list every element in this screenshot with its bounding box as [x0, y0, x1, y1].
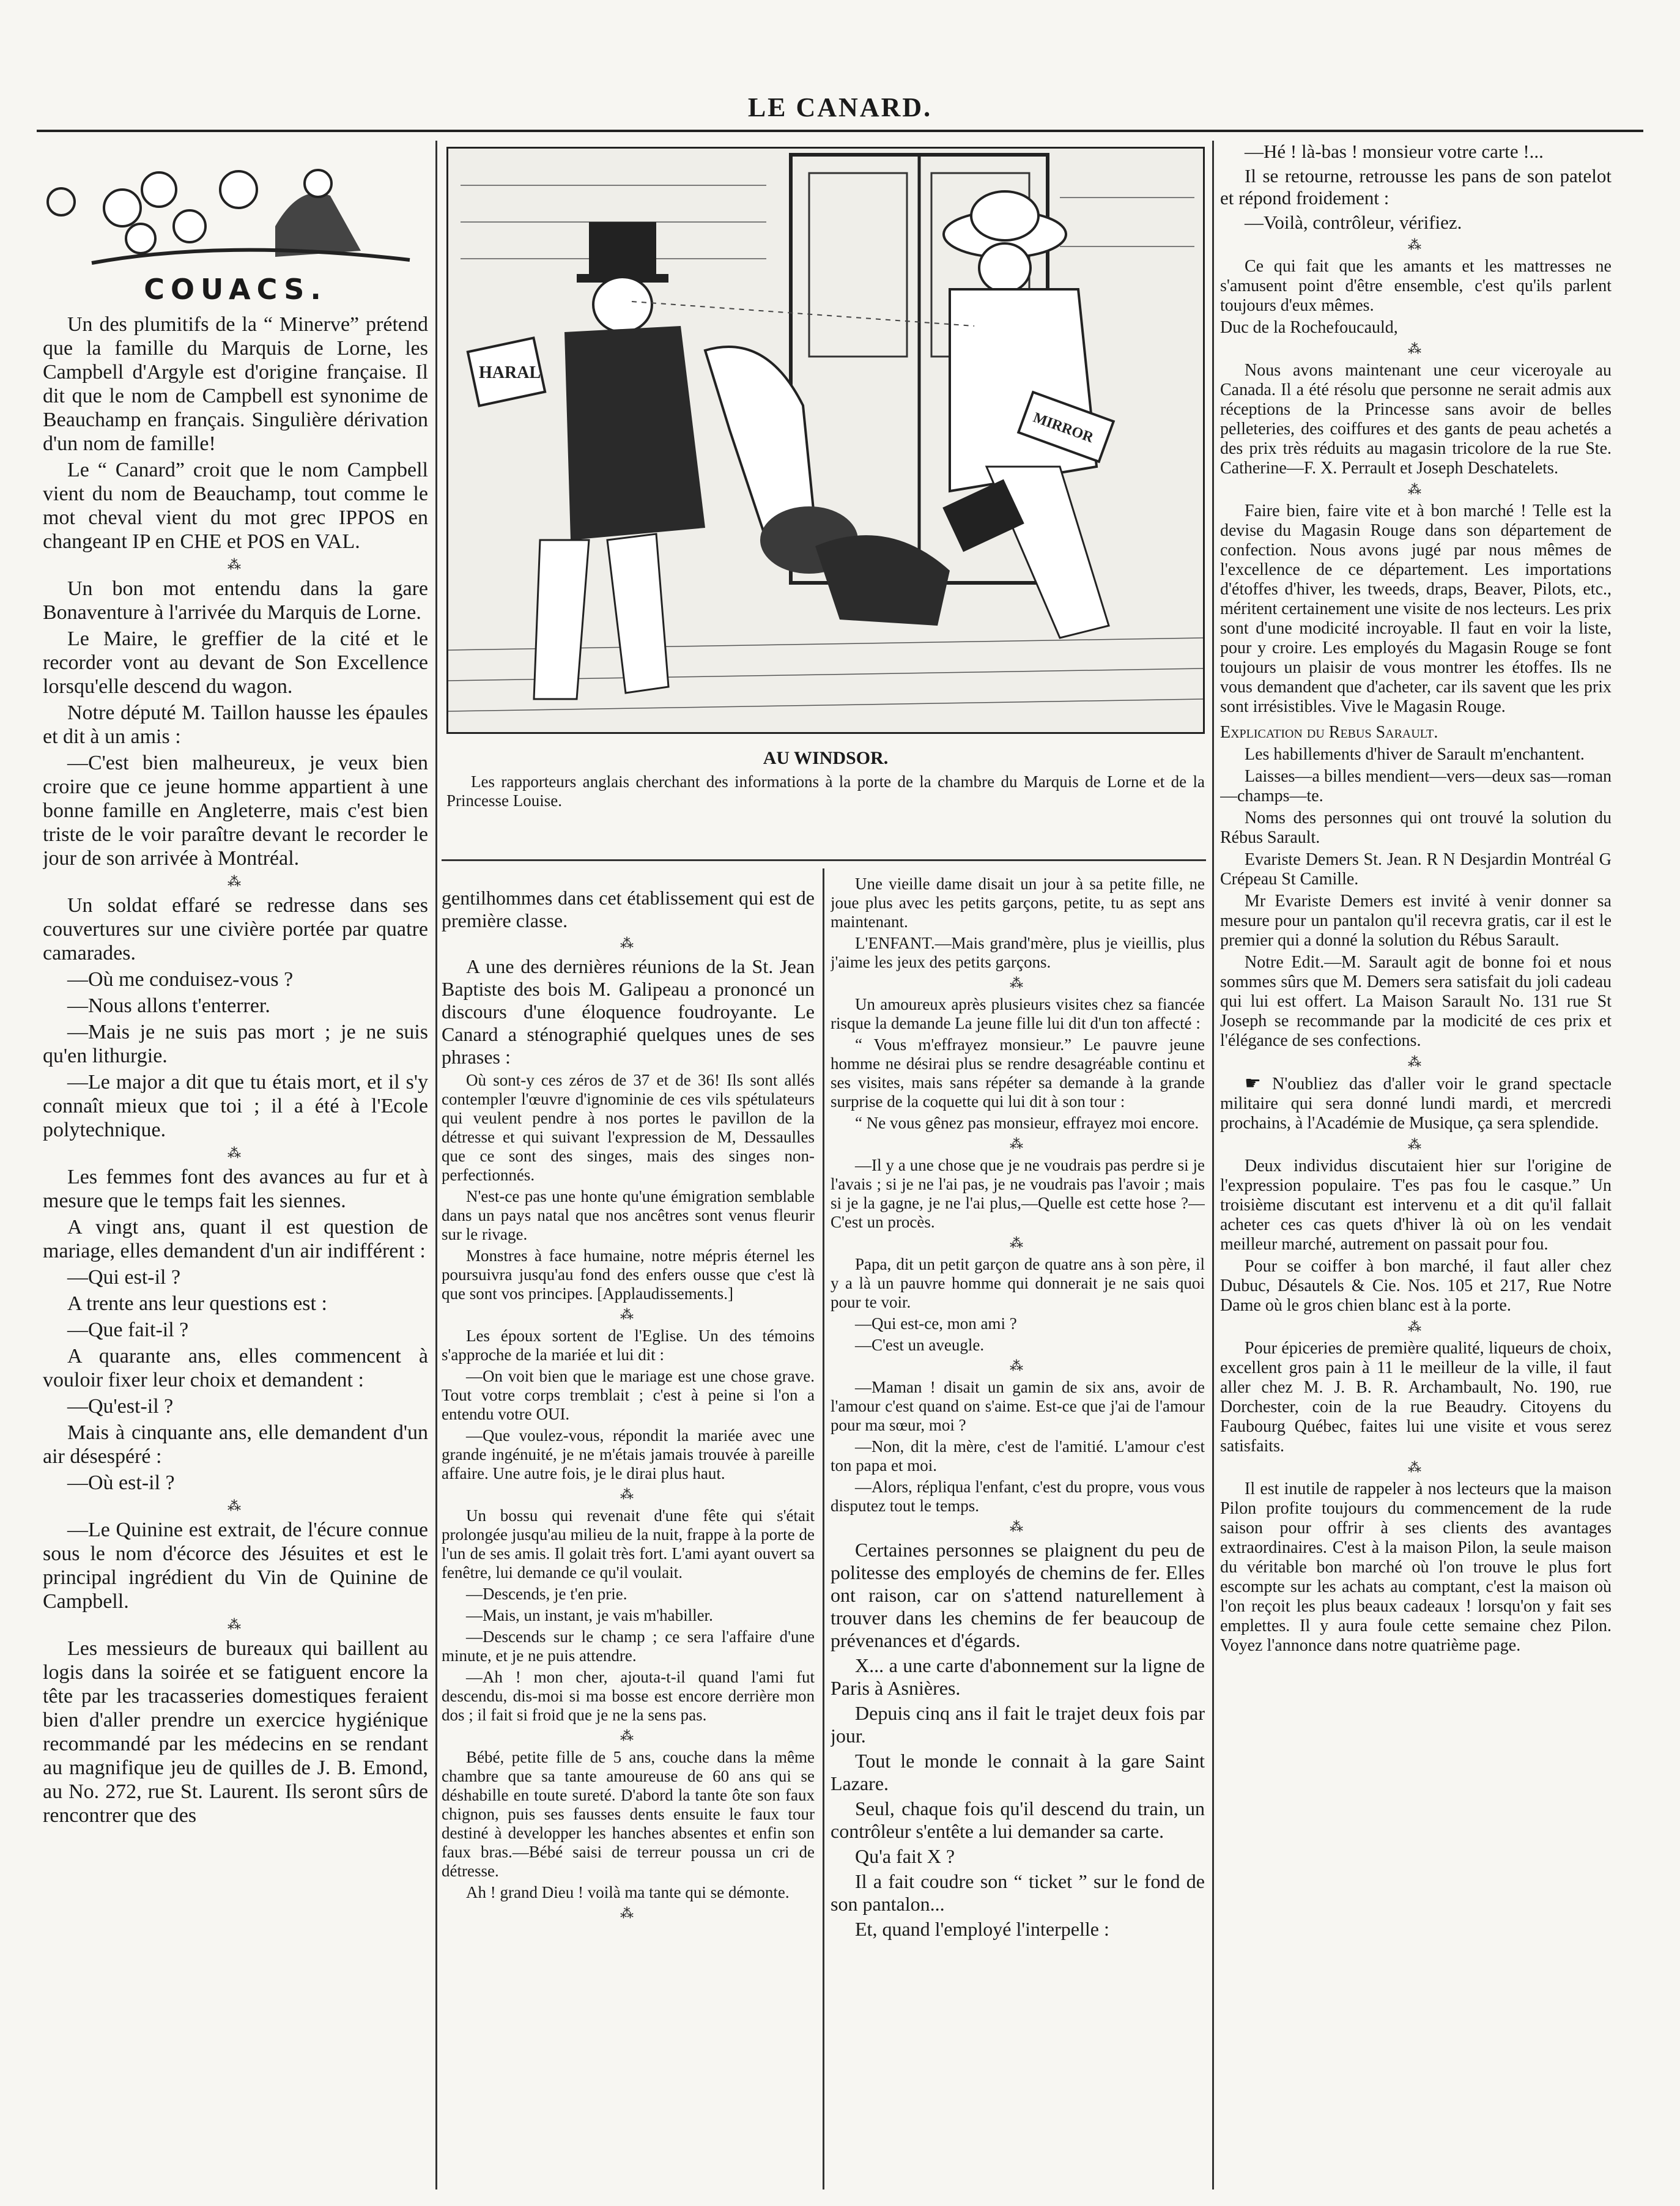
- article-paragraph: —Ah ! mon cher, ajouta-t-il quand l'ami fut descendu, dis-moi si ma bosse est encore derrière mon dos ; il fait si froid que je ne la sens pas.: [442, 1668, 815, 1724]
- article-paragraph: —Maman ! disait un gamin de six ans, avoir de l'amour c'est quand on s'aime. Est-ce que j'ai de l'amour pour ma sœur, moi ?: [831, 1378, 1205, 1434]
- article-paragraph: —Alors, répliqua l'enfant, c'est du propre, vous vous disputez tout le temps.: [831, 1478, 1205, 1515]
- column-3: [831, 875, 1205, 2189]
- article-paragraph: —Descends, je t'en prie.: [466, 1585, 627, 1603]
- article-paragraph: Notre député M. Taillon hausse les épaules et dit à un amis :: [43, 701, 428, 748]
- article-paragraph: Les époux sortent de l'Eglise. Un des témoins s'approche de la mariée et lui dit :: [442, 1327, 815, 1364]
- article-paragraph: Pour se coiffer à bon marché, il faut aller chez Dubuc, Désautels & Cie. Nos. 105 et 217, Rue Notre Dame où le gros chien blanc est à la porte.: [1220, 1257, 1612, 1315]
- illustration-caption: [446, 743, 1205, 810]
- article-paragraph: —Mais, un instant, je vais m'habiller.: [466, 1606, 713, 1624]
- section-separator: ⁂: [620, 1487, 636, 1502]
- article-paragraph: Les messieurs de bureaux qui baillent au logis dans la soirée et se fatiguent encore la tête par les tracasseries domestiques feraient bien d'aller prendre un exercice hygiénique recommandé par les médecins en se rendant au magnifique jeu de quilles de J. B. Emond, au No. 272, rue St. Laurent. Ils seront sûrs de rencontrer que des: [43, 1637, 428, 1827]
- article-paragraph: Un soldat effaré se redresse dans ses couvertures sur une civière portée par quatre camarades.: [43, 894, 428, 964]
- article-paragraph: A trente ans leur questions est :: [67, 1292, 327, 1315]
- pointing-hand-icon: ☛: [1245, 1073, 1261, 1094]
- article-paragraph: Pour épiceries de première qualité, liqueurs de choix, excellent gros pain à 11 le meilleur de la ville, il faut aller chez M. J. B. R. Archambault, No. 190, rue Dorchester, coin de la rue Beaudry. Citoyens du Faubourg Québec, faites lui une visite et vous serez satisfaits.: [1220, 1339, 1612, 1456]
- caption-text: Les rapporteurs anglais cherchant des informations à la porte de la chambre du Marquis de Lorne et de la Princesse Louise.: [446, 772, 1205, 810]
- section-separator: ⁂: [228, 1498, 243, 1514]
- article-paragraph: —Mais je ne suis pas mort ; je ne suis qu'en lithurgie.: [43, 1021, 428, 1067]
- newspaper-masthead: LE CANARD.: [747, 92, 933, 122]
- article-paragraph: —Qui est-il ?: [67, 1266, 181, 1289]
- sign-mirror-text: MIRROR: [1031, 409, 1096, 446]
- article-paragraph: Tout le monde le connait à la gare Saint Lazare.: [831, 1750, 1205, 1794]
- article-paragraph: Le Maire, le greffier de la cité et le recorder vont au devant de Son Excellence lorsqu'elle descend du wagon.: [43, 627, 428, 698]
- article-paragraph: Depuis cinq ans il fait le trajet deux fois par jour.: [831, 1702, 1205, 1747]
- section-separator: ⁂: [228, 557, 243, 572]
- article-paragraph: —Non, dit la mère, c'est de l'amitié. L'amour c'est ton papa et moi.: [831, 1437, 1205, 1475]
- masthead-rule: [37, 130, 1643, 132]
- article-paragraph: —Où me conduisez-vous ?: [67, 968, 294, 991]
- section-separator: ⁂: [1408, 1137, 1424, 1152]
- section-separator: ⁂: [228, 874, 243, 889]
- section-separator: ⁂: [1408, 237, 1424, 253]
- article-paragraph: —Le major a dit que tu étais mort, et il s'y connaît mieux que toi ; il a été à l'Ecole polytechnique.: [43, 1071, 428, 1141]
- article-paragraph: Les femmes font des avances au fur et à mesure que le temps fait les siennes.: [43, 1166, 428, 1212]
- couacs-heading: COUACS.: [144, 273, 327, 306]
- column-1: [43, 141, 428, 2189]
- article-paragraph: —Qui est-ce, mon ami ?: [855, 1314, 1017, 1333]
- section-separator: ⁂: [1408, 482, 1424, 497]
- article-paragraph: Qu'a fait X ?: [855, 1845, 955, 1867]
- column-rule-1: [435, 141, 437, 2189]
- article-paragraph: —Hé ! là-bas ! monsieur votre carte !...: [1245, 141, 1544, 162]
- article-paragraph: —On voit bien que le mariage est une chose grave. Tout votre corps tremblait ; c'est à peine si l'on a entendu votre OUI.: [442, 1367, 815, 1423]
- article-paragraph: Seul, chaque fois qu'il descend du train, un contrôleur s'entête a lui demander sa carte.: [831, 1797, 1205, 1842]
- section-separator: ⁂: [228, 1146, 243, 1161]
- vignette-image: [43, 159, 422, 269]
- section-separator: ⁂: [620, 1728, 636, 1744]
- article-paragraph: “ Vous m'effrayez monsieur.” Le pauvre jeune homme ne désirai plus se rendre desagréable continu et ses visites, mais sans répéter sa demande à la grande surprise de la coquette qui lui dit à son tour :: [831, 1035, 1205, 1111]
- article-paragraph: Ah ! grand Dieu ! voilà ma tante qui se démonte.: [466, 1883, 790, 1901]
- section-separator: ⁂: [1408, 1460, 1424, 1475]
- article-paragraph: gentilhommes dans cet établissement qui est de première classe.: [442, 887, 815, 931]
- article-paragraph: Ce qui fait que les amants et les mattresses ne s'amusent point d'être ensemble, c'est qu'ils parlent toujours d'eux mêmes.: [1220, 257, 1612, 315]
- article-text: N'oubliez das d'aller voir le grand spectacle militaire qui sera donné lundi mardi, et mercredi prochains, à l'Académie de Musique, ça sera splendide.: [1220, 1075, 1612, 1133]
- article-paragraph: Un bossu qui revenait d'une fête qui s'était prolongée jusqu'au milieu de la nuit, frappe à la porte de l'un de ses amis. Il golait très fort. L'ami ayant ouvert sa fenêtre, lui demande ce qu'il voulait.: [442, 1506, 815, 1582]
- article-paragraph: —Où est-il ?: [67, 1471, 175, 1494]
- illustration-au-windsor: [446, 147, 1205, 734]
- article-paragraph: Certaines personnes se plaignent du peu de politesse des employés de chemins de fer. Elles ont raison, car on s'attend naturellement à trouver dans les chemins de fer beaucoup de prévenances et d'égards.: [831, 1539, 1205, 1651]
- article-paragraph: Il est inutile de rappeler à nos lecteurs que la maison Pilon profite toujours du commencement de la rude saison pour offrir à ses clients des avantages extraordinaires. C'est à la maison Pilon, la seule maison du véritable bon marché où l'on trouve le plus fort escompte sur les achats au comptant, c'est la maison où l'on reçoit les plus beaux cadeaux ! lorsqu'on y fait ses emplettes. Il y aura foule cette semaine chez Pilon. Voyez l'annonce dans notre quatrième page.: [1220, 1479, 1612, 1655]
- article-paragraph: Nous avons maintenant une ceur viceroyale au Canada. Il a été résolu que personne ne serait admis aux réceptions de la Princesse sans avoir de belles pelleteries, des coiffures et des gants de peau achetés a des prix très réduits au magasin tricolore de la rue Ste. Catherine—F. X. Perrault et Joseph Deschatelets.: [1220, 361, 1612, 478]
- article-paragraph: —Nous allons t'enterrer.: [67, 994, 270, 1017]
- article-paragraph: —Voilà, contrôleur, vérifiez.: [1245, 212, 1462, 233]
- section-separator: ⁂: [620, 1307, 636, 1322]
- article-paragraph: Et, quand l'employé l'interpelle :: [855, 1918, 1109, 1940]
- article-paragraph: —C'est bien malheureux, je veux bien croire que ce jeune homme appartient à une bonne famille en Angleterre, mais c'est bien triste de le voir paraître devant le recorder le jour de son arrivée à Montréal.: [43, 752, 428, 870]
- sign-herald-text: HARAL: [479, 363, 541, 382]
- couacs-vignette: [43, 159, 422, 269]
- article-paragraph: Le “ Canard” croit que le nom Campbell vient du nom de Beauchamp, tout comme le mot cheval vient du mot grec IPPOS en changeant IP en CHE et POS en VAL.: [43, 459, 428, 553]
- article-paragraph: A vingt ans, quant il est question de mariage, elles demandent d'un air indifférent :: [43, 1216, 428, 1262]
- illustration-bottom-rule: [442, 859, 1206, 861]
- section-separator: ⁂: [1408, 1054, 1424, 1070]
- article-paragraph: X... a une carte d'abonnement sur la ligne de Paris à Asnières.: [831, 1654, 1205, 1699]
- article-paragraph: [1220, 1074, 1612, 1133]
- article-paragraph: A une des dernières réunions de la St. Jean Baptiste des bois M. Galipeau a prononcé un discours d'une éloquence foudroyante. Le Canard a sténographié quelques unes de ses phrases :: [442, 955, 815, 1068]
- article-paragraph: Il a fait coudre son “ ticket ” sur le fond de son pantalon...: [831, 1870, 1205, 1915]
- article-paragraph: —Que fait-il ?: [67, 1319, 189, 1341]
- article-paragraph: N'est-ce pas une honte qu'une émigration semblable dans un pays natal que nos ancêtres sont venus fleurir sur le rivage.: [442, 1187, 815, 1243]
- article-paragraph: —Qu'est-il ?: [67, 1395, 174, 1418]
- article-paragraph: Laisses—a billes mendient—vers—deux sas—roman—champs—te.: [1220, 767, 1612, 805]
- article-paragraph: Noms des personnes qui ont trouvé la solution du Rébus Sarault.: [1220, 809, 1612, 847]
- column-rule-3: [1212, 141, 1214, 2189]
- article-paragraph: Evariste Demers St. Jean. R N Desjardin Montréal G Crépeau St Camille.: [1220, 850, 1612, 889]
- section-separator: ⁂: [228, 1617, 243, 1632]
- article-paragraph: “ Ne vous gênez pas monsieur, effrayez moi encore.: [855, 1114, 1199, 1132]
- column-4: [1220, 141, 1612, 2189]
- article-paragraph: —Descends sur le champ ; ce sera l'affaire d'une minute, et je ne puis attendre.: [442, 1627, 815, 1665]
- article-paragraph: Monstres à face humaine, notre mépris éternel les poursuivra jusqu'au fond des enfers ousse que c'est là que sont vos principes. [Applaudissements.]: [442, 1246, 815, 1303]
- article-paragraph: Il se retourne, retrousse les pans de son patelot et répond froidement :: [1220, 165, 1612, 209]
- section-separator: ⁂: [1010, 975, 1026, 991]
- article-paragraph: Un bon mot entendu dans la gare Bonaventure à l'arrivée du Marquis de Lorne.: [43, 577, 428, 624]
- article-paragraph: Un des plumitifs de la “ Minerve” prétend que la famille du Marquis de Lorne, les Campbell d'Argyle est d'origine française. Il dit que le nom de Campbell est synonime de Beauchamp en français. Singulière dérivation d'un nom de famille!: [43, 313, 428, 455]
- section-separator: ⁂: [1010, 1136, 1026, 1152]
- column-2: [442, 887, 815, 2189]
- article-paragraph: Mr Evariste Demers est invité à venir donner sa mesure pour un pantalon qu'il recevra gratis, car il est le premier qui a donné la solution du Rébus Sarault.: [1220, 892, 1612, 950]
- article-paragraph: L'ENFANT.—Mais grand'mère, plus je vieillis, plus j'aime les jeux des petits garçons.: [831, 934, 1205, 971]
- section-separator: ⁂: [620, 936, 636, 951]
- section-separator: ⁂: [1010, 1519, 1026, 1534]
- article-paragraph: Deux individus discutaient hier sur l'origine de l'expression populaire. T'es pas fou le casque.” Un troisième discutant est intervenu et a dit qu'il fallait acheter ces cas quets d'hiver là où on les vendait meilleur marché, autrement on passait pour fou.: [1220, 1157, 1612, 1254]
- article-paragraph: Une vieille dame disait un jour à sa petite fille, ne joue plus avec les petits garçons, petite, tu as sept ans maintenant.: [831, 875, 1205, 931]
- article-paragraph: Les habillements d'hiver de Sarault m'enchantent.: [1245, 745, 1585, 764]
- article-paragraph: —C'est un aveugle.: [855, 1336, 985, 1354]
- article-paragraph: Faire bien, faire vite et à bon marché ! Telle est la devise du Magasin Rouge dans son département de confection. Nous avons jugé par nous mêmes de l'excellence de ce département. Les importations d'étoffes d'hiver, les tweeds, draps, Beaver, Pilots, etc., méritent certainement une visite de nos lecteurs. Les prix sont d'une modicité incroyable. Il faut en voir la liste, pour y croire. Les employés du Magasin Rouge se font toujours un plaisir de vous montrer les étoffes. Ils ne vous demandent que d'acheter, car ils savent que les prix sont irrésistibles. Vive le Magasin Rouge.: [1220, 502, 1612, 716]
- column-rule-2: [823, 868, 824, 2189]
- article-paragraph: Mais à cinquante ans, elle demandent d'un air désespéré :: [43, 1421, 428, 1468]
- article-paragraph: Papa, dit un petit garçon de quatre ans à son père, il y a là un pauvre homme qui donnerait je ne sais quoi pour te voir.: [831, 1255, 1205, 1311]
- caption-title: AU WINDSOR.: [763, 748, 889, 768]
- section-separator: ⁂: [620, 1906, 636, 1921]
- section-separator: ⁂: [1408, 1319, 1424, 1334]
- article-paragraph: —Que voulez-vous, répondit la mariée avec une grande ingénuité, je ne m'étais jamais trouvée à pareille affaire. Une autre fois, je le dirai plus haut.: [442, 1426, 815, 1482]
- article-paragraph: Un amoureux après plusieurs visites chez sa fiancée risque la demande La jeune fille lui dit d'un ton affecté :: [831, 995, 1205, 1032]
- rebus-heading: Explication du Rebus Sarault.: [1220, 723, 1438, 742]
- article-paragraph: —Le Quinine est extrait, de l'écure connue sous le nom d'écorce des Jésuites et est le principal ingrédient du Vin de Quinine de Campbell.: [43, 1519, 428, 1613]
- section-separator: ⁂: [1408, 341, 1424, 357]
- engraving-image: [448, 149, 1203, 732]
- article-paragraph: Où sont-y ces zéros de 37 et de 36! Ils sont allés contempler l'œuvre d'ignominie de ces vils spétulateurs qui veulent pendre à nos portes le pavillon de la détresse et qui suivant l'expression de M, Dessaulles que ce sont des singes, mais des singes non-perfectionnés.: [442, 1071, 815, 1184]
- section-separator: ⁂: [1010, 1235, 1026, 1251]
- section-separator: ⁂: [1010, 1358, 1026, 1374]
- article-paragraph: Notre Edit.—M. Sarault agit de bonne foi et nous sommes sûrs que M. Demers sera satisfait du joli cadeau qui lui est offert. La Maison Sarault No. 131 rue St Joseph se recommande par la modicité de ces prix et l'élégance de ses confections.: [1220, 953, 1612, 1050]
- article-attribution: Duc de la Rochefoucauld,: [1220, 318, 1398, 337]
- article-paragraph: Bébé, petite fille de 5 ans, couche dans la même chambre que sa tante amoureuse de 60 ans qui se déshabille en toute sureté. D'abord la tante ôte son faux chignon, puis ses fausses dents ensuite le faux tour destiné à developper les hanches absentes et enfin son faux bras.—Bébé saisi de terreur poussa un cri de détresse.: [442, 1748, 815, 1880]
- article-paragraph: —Il y a une chose que je ne voudrais pas perdre si je l'avais ; si je ne l'ai pas, je ne voudrais pas l'avoir ; mais si je la gagne, je ne l'ai plus,—Quelle est cette hose ?—C'est un procès.: [831, 1156, 1205, 1231]
- article-paragraph: A quarante ans, elles commencent à vouloir fixer leur choix et demandent :: [43, 1345, 428, 1391]
